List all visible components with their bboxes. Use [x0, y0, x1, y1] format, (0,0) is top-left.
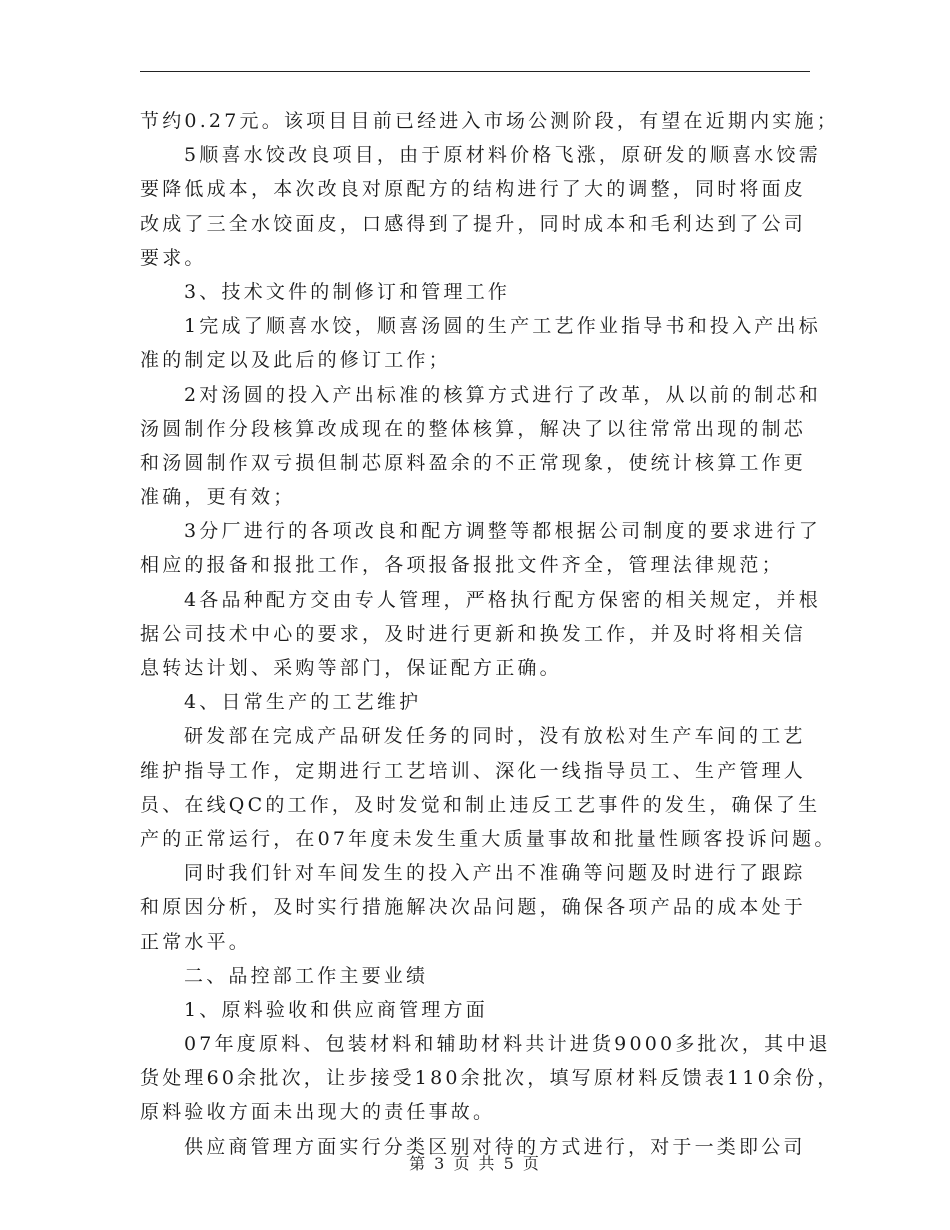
text-line: 产的正常运行，在07年度未发生重大质量事故和批量性顾客投诉问题。	[140, 827, 837, 850]
text-line: 改成了三全水饺面皮，口感得到了提升，同时成本和毛利达到了公司	[140, 212, 807, 235]
text-line: 节约0.27元。该项目目前已经进入市场公测阶段，有望在近期内实施；	[140, 110, 839, 132]
text-line: 维护指导工作，定期进行工艺培训、深化一线指导员工、生产管理人	[140, 759, 807, 782]
text-line: 4各品种配方交由专人管理，严格执行配方保密的相关规定，并根	[184, 588, 821, 611]
text-line: 供应商管理方面实行分类区别对待的方式进行，对于一类即公司	[184, 1135, 806, 1158]
text-line: 正常水平。	[140, 930, 252, 953]
document-body	[140, 104, 840, 1164]
header-rule	[140, 71, 810, 72]
text-line: 研发部在完成产品研发任务的同时，没有放松对生产车间的工艺	[184, 725, 806, 748]
text-line: 汤圆制作分段核算改成现在的整体核算，解决了以往常常出现的制芯	[140, 417, 807, 440]
text-line: 员、在线QC的工作，及时发觉和制止违反工艺事件的发生，确保了生	[140, 793, 821, 816]
text-line: 要降低成本，本次改良对原配方的结构进行了大的调整，同时将面皮	[140, 178, 807, 201]
text-line: 和原因分析，及时实行措施解决次品问题，确保各项产品的成本处于	[140, 896, 807, 919]
text-line: 相应的报备和报批工作，各项报备报批文件齐全，管理法律规范；	[140, 554, 784, 577]
section-heading: 1、原料验收和供应商管理方面	[184, 998, 488, 1021]
text-line: 2对汤圆的投入产出标准的核算方式进行了改革，从以前的制芯和	[184, 383, 821, 406]
text-line: 货处理60余批次，让步接受180余批次，填写原材料反馈表110余份，	[140, 1067, 840, 1090]
text-line: 1完成了顺喜水饺，顺喜汤圆的生产工艺作业指导书和投入产出标	[184, 315, 821, 338]
section-heading: 3、技术文件的制修订和管理工作	[184, 280, 511, 303]
text-line: 准确，更有效；	[140, 486, 296, 509]
text-line: 和汤圆制作双亏损但制芯原料盈余的不正常现象，使统计核算工作更	[140, 451, 807, 474]
text-line: 原料验收方面未出现大的责任事故。	[140, 1101, 496, 1124]
page-footer: 第 3 页 共 5 页	[409, 1154, 541, 1173]
section-heading: 二、品控部工作主要业绩	[184, 964, 429, 987]
text-line: 据公司技术中心的要求，及时进行更新和换发工作，并及时将相关信	[140, 622, 807, 645]
text-line: 07年度原料、包装材料和辅助材料共计进货9000多批次，其中退	[184, 1033, 831, 1056]
text-line: 3分厂进行的各项改良和配方调整等都根据公司制度的要求进行了	[184, 520, 821, 543]
text-line: 息转达计划、采购等部门，保证配方正确。	[140, 657, 562, 679]
text-line: 同时我们针对车间发生的投入产出不准确等问题及时进行了跟踪	[184, 862, 806, 885]
text-line: 准的制定以及此后的修订工作；	[140, 349, 451, 372]
section-heading: 4、日常生产的工艺维护	[184, 691, 422, 714]
text-line: 要求。	[140, 246, 207, 269]
text-line: 5顺喜水饺改良项目，由于原材料价格飞涨，原研发的顺喜水饺需	[184, 144, 821, 167]
